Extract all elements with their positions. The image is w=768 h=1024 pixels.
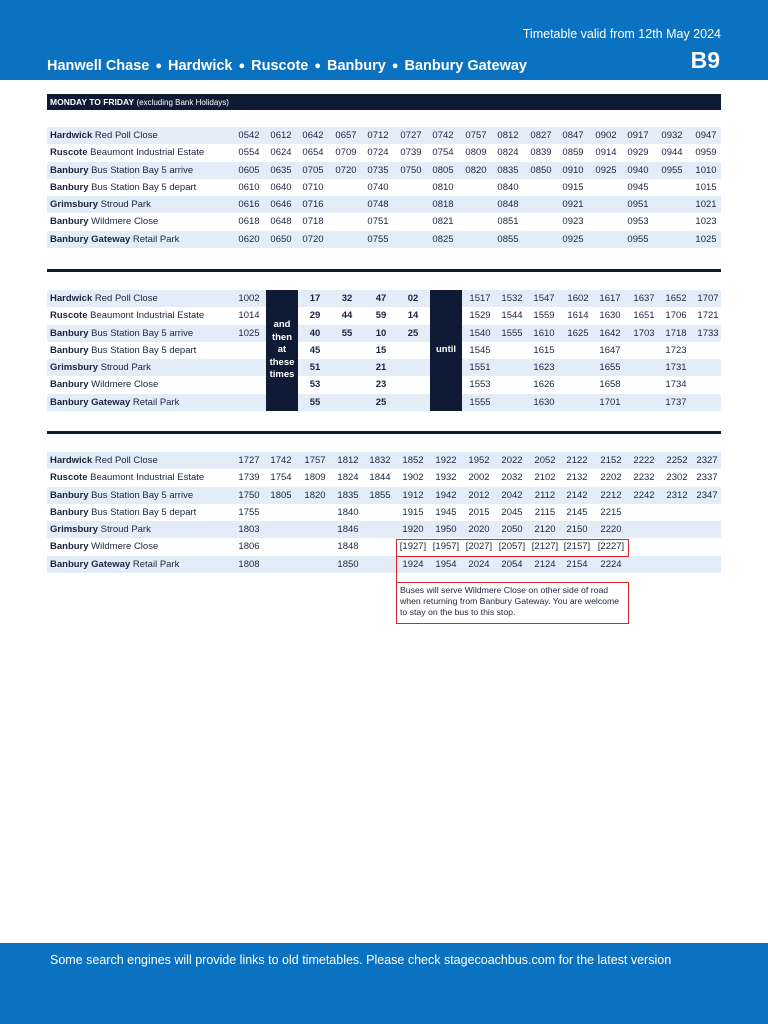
departure-time: 2124 [534, 558, 556, 570]
departure-time: 0616 [238, 199, 260, 211]
stop-name: Grimsbury Stroud Park [50, 362, 151, 374]
stop-name: Banbury Wildmere Close [50, 216, 159, 228]
departure-time: 1021 [695, 199, 717, 211]
minutes-past-hour: 25 [407, 327, 419, 339]
section-divider [47, 431, 721, 434]
departure-time: 2020 [468, 524, 490, 536]
table-row [47, 307, 721, 324]
departure-time: 0847 [562, 130, 584, 141]
and-then-word: at [277, 344, 287, 356]
departure-time: 2042 [501, 489, 523, 501]
departure-time: 1954 [435, 558, 457, 570]
departure-time: 1718 [665, 327, 687, 339]
departure-time: 1706 [665, 310, 687, 322]
minutes-past-hour: 10 [375, 327, 387, 339]
stop-name: Banbury Bus Station Bay 5 depart [50, 506, 197, 518]
departure-time: 0712 [367, 130, 389, 141]
departure-time: 0654 [302, 147, 324, 159]
departure-time: 1803 [238, 524, 260, 536]
departure-time: 2120 [534, 524, 556, 536]
departure-time: 1733 [697, 327, 719, 339]
departure-time: 0605 [238, 164, 260, 176]
day-band-label: MONDAY TO FRIDAY [50, 97, 135, 107]
departure-time: 0855 [497, 233, 519, 245]
departure-time: 1532 [501, 293, 523, 304]
departure-time: 0839 [530, 147, 552, 159]
minutes-past-hour: 21 [375, 362, 387, 374]
departure-time: 0925 [562, 233, 584, 245]
departure-time: 0940 [627, 164, 649, 176]
departure-time: 0929 [627, 147, 649, 159]
departure-time: 0955 [627, 233, 649, 245]
departure-time: 0620 [238, 233, 260, 245]
departure-time: 1924 [402, 558, 424, 570]
departure-time: 0751 [367, 216, 389, 228]
and-then-word: these [269, 356, 295, 368]
departure-time: 1617 [599, 293, 621, 304]
departure-time: 0610 [238, 181, 260, 193]
departure-time: 1920 [402, 524, 424, 536]
departure-time: 0923 [562, 216, 584, 228]
minutes-past-hour: 53 [309, 379, 321, 391]
wildmere-note: Buses will serve Wildmere Close on other side of road when returning from Banbury Gateway. You are welcome to stay on the bus to this stop. [396, 582, 629, 624]
until-label: until [430, 290, 462, 411]
departure-time: 1551 [469, 362, 491, 374]
departure-time: 1912 [402, 489, 424, 501]
departure-time: 0925 [595, 164, 617, 176]
minutes-past-hour: 45 [309, 344, 321, 356]
route-place: Banbury [327, 58, 386, 74]
minutes-past-hour: 25 [375, 396, 387, 408]
day-band-note: (excluding Bank Holidays) [136, 98, 229, 107]
departure-time: 2154 [566, 558, 588, 570]
departure-time: 2232 [633, 472, 655, 484]
departure-time: 0821 [432, 216, 454, 228]
departure-time: 0716 [302, 199, 324, 211]
timetable-block-1 [47, 127, 721, 248]
departure-time: 2112 [534, 489, 556, 501]
departure-time: 0805 [432, 164, 454, 176]
departure-time: 1824 [337, 472, 359, 484]
departure-time: 1723 [665, 344, 687, 356]
departure-time: 1812 [337, 455, 359, 466]
route-place: Ruscote [251, 58, 309, 74]
departure-time: 2327 [696, 455, 718, 466]
departure-time: 2215 [600, 506, 622, 518]
departure-time: 2142 [566, 489, 588, 501]
departure-time: 1855 [369, 489, 391, 501]
departure-time: 0827 [530, 130, 552, 141]
departure-time: 0820 [465, 164, 487, 176]
timetable-block-2 [47, 290, 721, 411]
departure-time: 2222 [633, 455, 655, 466]
table-row [47, 144, 721, 161]
departure-time: 2212 [600, 489, 622, 501]
route-separator: ● [314, 60, 322, 72]
departure-time: 1015 [695, 181, 717, 193]
stop-name: Grimsbury Stroud Park [50, 199, 151, 211]
stop-name: Banbury Gateway Retail Park [50, 558, 180, 570]
table-row [47, 356, 721, 376]
departure-time: 0959 [695, 147, 717, 159]
stop-name: Banbury Bus Station Bay 5 depart [50, 344, 197, 356]
departure-time: [2127] [531, 541, 559, 553]
departure-time: 0840 [497, 181, 519, 193]
departure-time: 1742 [270, 455, 292, 466]
stop-name: Banbury Gateway Retail Park [50, 233, 180, 245]
table-row [47, 179, 721, 196]
table-row [47, 452, 721, 469]
departure-time: 1731 [665, 362, 687, 374]
route-separator: ● [155, 60, 162, 72]
departure-time: 0902 [595, 130, 617, 141]
departure-time: 0646 [270, 199, 292, 211]
departure-time: 2202 [600, 472, 622, 484]
departure-time: [1957] [432, 541, 460, 553]
departure-time: 2122 [566, 455, 588, 466]
departure-time: 1757 [304, 455, 326, 466]
departure-time: 1703 [633, 327, 655, 339]
departure-time: 0635 [270, 164, 292, 176]
departure-time: 0812 [497, 130, 519, 141]
table-row [47, 127, 721, 144]
departure-time: 0640 [270, 181, 292, 193]
departure-time: 0710 [302, 181, 324, 193]
departure-time: 1932 [435, 472, 457, 484]
departure-time: 0754 [432, 147, 454, 159]
minutes-past-hour: 55 [309, 396, 321, 408]
departure-time: 0720 [335, 164, 357, 176]
departure-time: 0757 [465, 130, 487, 141]
departure-time: 2337 [696, 472, 718, 484]
stop-name: Ruscote Beaumont Industrial Estate [50, 310, 205, 322]
departure-time: 0955 [661, 164, 683, 176]
table-row [47, 162, 721, 179]
departure-time: 1014 [238, 310, 260, 322]
departure-time: 1754 [270, 472, 292, 484]
departure-time: 2002 [468, 472, 490, 484]
departure-time: 0917 [627, 130, 649, 141]
departure-time: 1832 [369, 455, 391, 466]
departure-time: 0648 [270, 216, 292, 228]
departure-time: 2242 [633, 489, 655, 501]
minutes-past-hour: 32 [341, 293, 353, 304]
departure-time: 0944 [661, 147, 683, 159]
departure-time: 1755 [238, 506, 260, 518]
departure-time: 2220 [600, 524, 622, 536]
route-separator: ● [238, 60, 246, 72]
departure-time: 0945 [627, 181, 649, 193]
minutes-past-hour: 23 [375, 379, 387, 391]
departure-time: 0951 [627, 199, 649, 211]
departure-time: 1615 [533, 344, 555, 356]
stop-name: Hardwick Red Poll Close [50, 130, 158, 141]
departure-time: 1559 [533, 310, 555, 322]
day-band [47, 94, 721, 110]
minutes-past-hour: 02 [407, 293, 419, 304]
departure-time: 2224 [600, 558, 622, 570]
departure-time: 0810 [432, 181, 454, 193]
departure-time: 0705 [302, 164, 324, 176]
departure-time: 1544 [501, 310, 523, 322]
departure-time: 0724 [367, 147, 389, 159]
departure-time: 0848 [497, 199, 519, 211]
departure-time: 2102 [534, 472, 556, 484]
stop-name: Banbury Bus Station Bay 5 arrive [50, 327, 194, 339]
departure-time: 1652 [665, 293, 687, 304]
table-row [47, 504, 721, 521]
departure-time: 2015 [468, 506, 490, 518]
departure-time: 1922 [435, 455, 457, 466]
stop-name: Ruscote Beaumont Industrial Estate [50, 472, 205, 484]
departure-time: 1642 [599, 327, 621, 339]
stop-name: Banbury Bus Station Bay 5 arrive [50, 489, 194, 501]
table-row [47, 290, 721, 307]
departure-time: 1848 [337, 541, 359, 553]
departure-time: 0642 [302, 130, 324, 141]
departure-time: 1915 [402, 506, 424, 518]
departure-time: 0809 [465, 147, 487, 159]
route-place: Banbury Gateway [404, 58, 527, 74]
departure-time: 1540 [469, 327, 491, 339]
departure-time: 1739 [238, 472, 260, 484]
departure-time: 1846 [337, 524, 359, 536]
departure-time: 1850 [337, 558, 359, 570]
departure-time: 1545 [469, 344, 491, 356]
table-row [47, 521, 721, 538]
footer-text: Some search engines will provide links to old timetables. Please check stagecoachbus.com for the latest version [50, 953, 672, 967]
departure-time: 1945 [435, 506, 457, 518]
departure-time: 2054 [501, 558, 523, 570]
departure-time: 1614 [567, 310, 589, 322]
departure-time: 0612 [270, 130, 292, 141]
minutes-past-hour: 47 [375, 293, 387, 304]
departure-time: 0914 [595, 147, 617, 159]
departure-time: 1553 [469, 379, 491, 391]
minutes-past-hour: 55 [341, 327, 353, 339]
departure-time: 1555 [469, 396, 491, 408]
departure-time: 1637 [633, 293, 655, 304]
departure-time: 1952 [468, 455, 490, 466]
departure-time: 1707 [697, 293, 719, 304]
table-row [47, 556, 721, 573]
departure-time: 0735 [367, 164, 389, 176]
stop-name: Banbury Wildmere Close [50, 541, 159, 553]
departure-time: 0921 [562, 199, 584, 211]
departure-time: 2145 [566, 506, 588, 518]
stop-name: Banbury Wildmere Close [50, 379, 159, 391]
departure-time: 2132 [566, 472, 588, 484]
departure-time: 0709 [335, 147, 357, 159]
departure-time: 2312 [666, 489, 688, 501]
and-then-word: then [271, 331, 293, 343]
minutes-past-hour: 17 [309, 293, 321, 304]
minutes-past-hour: 15 [375, 344, 387, 356]
departure-time: 0727 [400, 130, 422, 141]
departure-time: 1820 [304, 489, 326, 501]
departure-time: 0554 [238, 147, 260, 159]
departure-time: 1734 [665, 379, 687, 391]
departure-time: 0657 [335, 130, 357, 141]
departure-time: 1010 [695, 164, 717, 176]
stop-name: Grimsbury Stroud Park [50, 524, 151, 536]
departure-time: 2347 [696, 489, 718, 501]
departure-time: 1630 [533, 396, 555, 408]
departure-time: [2057] [498, 541, 526, 553]
stop-name: Ruscote Beaumont Industrial Estate [50, 147, 205, 159]
departure-time: 0850 [530, 164, 552, 176]
footer-bar [0, 943, 768, 1024]
departure-time: 1806 [238, 541, 260, 553]
and-then-word: times [269, 369, 295, 381]
departure-time: 1647 [599, 344, 621, 356]
header-bar [0, 0, 768, 80]
departure-time: 0947 [695, 130, 717, 141]
departure-time: [2027] [465, 541, 493, 553]
departure-time: 1658 [599, 379, 621, 391]
departure-time: 1852 [402, 455, 424, 466]
departure-time: 2052 [534, 455, 556, 466]
stop-name: Banbury Bus Station Bay 5 depart [50, 181, 197, 193]
section-divider [47, 269, 721, 272]
departure-time: 2152 [600, 455, 622, 466]
departure-time: 2032 [501, 472, 523, 484]
departure-time: 1835 [337, 489, 359, 501]
departure-time: 1808 [238, 558, 260, 570]
departure-time: 1602 [567, 293, 589, 304]
departure-time: 0851 [497, 216, 519, 228]
departure-time: 2045 [501, 506, 523, 518]
route-separator: ● [391, 60, 399, 72]
stop-name: Banbury Gateway Retail Park [50, 396, 180, 408]
minutes-past-hour: 14 [407, 310, 419, 322]
table-row [47, 487, 721, 504]
departure-time: 0750 [400, 164, 422, 176]
departure-time: 2050 [501, 524, 523, 536]
timetable-valid-date: Timetable valid from 12th May 2024 [522, 27, 721, 41]
departure-time: 1805 [270, 489, 292, 501]
departure-time: 1626 [533, 379, 555, 391]
departure-time: 0739 [400, 147, 422, 159]
minutes-past-hour: 59 [375, 310, 387, 322]
departure-time: 1529 [469, 310, 491, 322]
departure-time: 0818 [432, 199, 454, 211]
departure-time: 1023 [695, 216, 717, 228]
and-then-at-these-times-label [266, 290, 298, 411]
stop-name: Hardwick Red Poll Close [50, 455, 158, 466]
table-row [47, 325, 721, 342]
departure-time: 1555 [501, 327, 523, 339]
departure-time: 1610 [533, 327, 555, 339]
departure-time: 1809 [304, 472, 326, 484]
stop-name: Hardwick Red Poll Close [50, 293, 158, 304]
departure-time: [2157] [563, 541, 591, 553]
minutes-past-hour: 51 [309, 362, 321, 374]
departure-time: 2115 [534, 506, 556, 518]
departure-time: 1701 [599, 396, 621, 408]
departure-time: 0718 [302, 216, 324, 228]
route-place: Hardwick [168, 58, 233, 74]
departure-time: 0824 [497, 147, 519, 159]
table-row [47, 394, 721, 411]
departure-time: 0624 [270, 147, 292, 159]
departure-time: 0755 [367, 233, 389, 245]
departure-time: 1625 [567, 327, 589, 339]
route-place: Hanwell Chase [47, 58, 150, 74]
departure-time: 1844 [369, 472, 391, 484]
wildmere-highlight-box [396, 539, 629, 557]
departure-time: 2024 [468, 558, 490, 570]
departure-time: 0720 [302, 233, 324, 245]
table-row [47, 469, 721, 486]
departure-time: 1737 [665, 396, 687, 408]
departure-time: 2302 [666, 472, 688, 484]
departure-time: 1942 [435, 489, 457, 501]
departure-time: 1750 [238, 489, 260, 501]
departure-time: 1902 [402, 472, 424, 484]
table-row [47, 342, 721, 359]
departure-time: [1927] [399, 541, 427, 553]
departure-time: 0825 [432, 233, 454, 245]
departure-time: 1623 [533, 362, 555, 374]
departure-time: 1630 [599, 310, 621, 322]
departure-time: 0932 [661, 130, 683, 141]
route-places [47, 58, 527, 74]
minutes-past-hour: 44 [341, 310, 353, 322]
table-row [47, 196, 721, 213]
departure-time: 0742 [432, 130, 454, 141]
departure-time: 0910 [562, 164, 584, 176]
departure-time: 1517 [469, 293, 491, 304]
minutes-past-hour: 29 [309, 310, 321, 322]
departure-time: 1025 [238, 327, 260, 339]
departure-time: 1840 [337, 506, 359, 518]
departure-time: 2150 [566, 524, 588, 536]
departure-time: 0542 [238, 130, 260, 141]
departure-time: 1721 [697, 310, 719, 322]
departure-time: 0953 [627, 216, 649, 228]
stop-name: Banbury Bus Station Bay 5 arrive [50, 164, 194, 176]
departure-time: 0618 [238, 216, 260, 228]
departure-time: 2252 [666, 455, 688, 466]
departure-time: 0915 [562, 181, 584, 193]
table-row [47, 231, 721, 248]
route-number: B9 [690, 47, 720, 73]
departure-time: 1547 [533, 293, 555, 304]
table-row [47, 376, 721, 393]
departure-time: 1727 [238, 455, 260, 466]
departure-time: 1655 [599, 362, 621, 374]
departure-time: 1950 [435, 524, 457, 536]
departure-time: 2022 [501, 455, 523, 466]
departure-time: 1651 [633, 310, 655, 322]
departure-time: 0740 [367, 181, 389, 193]
table-row [47, 213, 721, 230]
departure-time: 1002 [238, 293, 260, 304]
departure-time: 0859 [562, 147, 584, 159]
departure-time: 2012 [468, 489, 490, 501]
and-then-word: and [273, 319, 291, 331]
departure-time: 0650 [270, 233, 292, 245]
departure-time: 0835 [497, 164, 519, 176]
departure-time: 0748 [367, 199, 389, 211]
departure-time: 1025 [695, 233, 717, 245]
note-connector [396, 556, 397, 582]
minutes-past-hour: 40 [309, 327, 321, 339]
departure-time: [2227] [597, 541, 625, 553]
